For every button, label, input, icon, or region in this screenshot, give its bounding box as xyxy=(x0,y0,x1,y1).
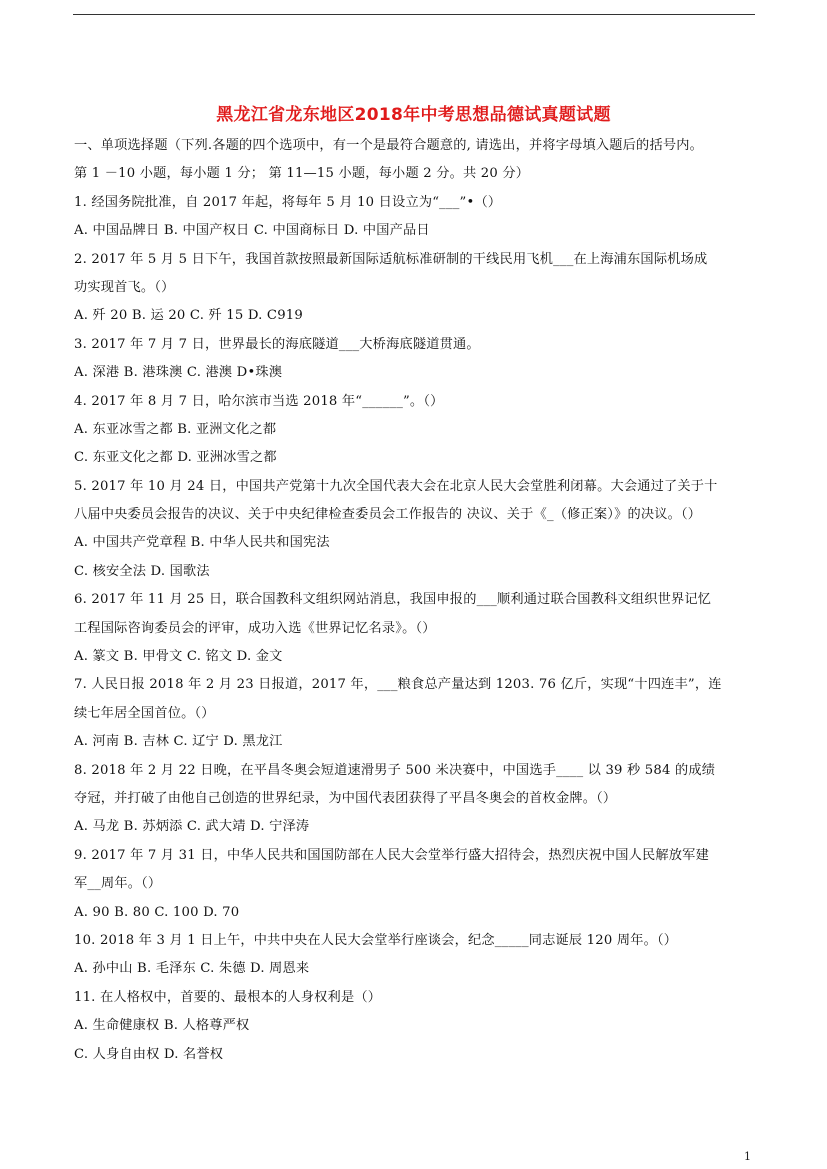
section-instructions-line-2: 第 1 －10 小题，每小题 1 分； 第 11—15 小题，每小题 2 分。共 20 分） xyxy=(74,166,530,182)
question-8-stem-line-1: 8. 2018 年 2 月 22 日晚，在平昌冬奥会短道速滑男子 500 米决赛中，中国选手____ 以 39 秒 584 的成绩 xyxy=(74,762,716,778)
question-11-options-line-2: C. 人身自由权 D. 名誉权 xyxy=(74,1046,224,1062)
question-5-options-line-2: C. 核安全法 D. 国歌法 xyxy=(74,563,210,579)
question-2-stem-line-1: 2. 2017 年 5 月 5 日下午，我国首款按照最新国际适航标准研制的干线民用飞机___在上海浦东国际机场成 xyxy=(74,251,708,267)
question-7-stem-line-1: 7. 人民日报 2018 年 2 月 23 日报道，2017 年，___粮食总产量达到 1203. 76 亿斤，实现“十四连丰”，连 xyxy=(74,677,722,693)
header-rule xyxy=(73,14,755,15)
question-3-options: A. 深港 B. 港珠澳 C. 港澳 D•珠澳 xyxy=(74,365,283,381)
question-5-stem-line-1: 5. 2017 年 10 月 24 日，中国共产党第十九次全国代表大会在北京人民大会堂胜利闭幕。大会通过了关于十 xyxy=(74,478,718,494)
question-2-options: A. 歼 20 B. 运 20 C. 歼 15 D. C919 xyxy=(74,308,303,324)
question-11-options-line-1: A. 生命健康权 B. 人格尊严权 xyxy=(74,1018,250,1034)
question-4-stem: 4. 2017 年 8 月 7 日，哈尔滨市当选 2018 年“______”。（） xyxy=(74,393,444,409)
question-7-stem-line-2: 续七年居全国首位。（） xyxy=(74,705,215,721)
question-2-stem-line-2: 功实现首飞。（） xyxy=(74,279,175,295)
question-8-stem-line-2: 夺冠，并打破了由他自己创造的世界纪录，为中国代表团获得了平昌冬奥会的首枚金牌。（） xyxy=(74,790,617,806)
question-9-options: A. 90 B. 80 C. 100 D. 70 xyxy=(74,904,240,920)
section-instructions-line-1: 一、单项选择题（下列.各题的四个选项中，有一个是最符合题意的, 请选出，并将字母填入题后的括号内。 xyxy=(74,138,703,153)
question-9-stem-line-2: 军__周年。（） xyxy=(74,876,162,892)
question-4-options-line-2: C. 东亚文化之都 D. 亚洲冰雪之都 xyxy=(74,450,277,466)
question-5-stem-line-2: 八届中央委员会报告的决议、关于中央纪律检查委员会工作报告的 决议、关于《_（修正案）》的决议。（） xyxy=(74,507,702,523)
question-6-options: A. 篆文 B. 甲骨文 C. 铭文 D. 金文 xyxy=(74,649,283,665)
question-4-options-line-1: A. 东亚冰雪之都 B. 亚洲文化之都 xyxy=(74,421,277,437)
question-6-stem-line-1: 6. 2017 年 11 月 25 日，联合国教科文组织网站消息，我国申报的___顺利通过联合国教科文组织世界记忆 xyxy=(74,592,712,608)
question-10-stem: 10. 2018 年 3 月 1 日上午，中共中央在人民大会堂举行座谈会，纪念_____同志诞辰 120 周年。（） xyxy=(74,932,678,948)
document-title: 黑龙江省龙东地区2018年中考思想品德试真题试题 xyxy=(216,105,611,125)
question-1-options: A. 中国品牌日 B. 中国产权日 C. 中国商标日 D. 中国产品日 xyxy=(74,223,430,239)
question-8-options: A. 马龙 B. 苏炳添 C. 武大靖 D. 宁泽涛 xyxy=(74,819,310,835)
question-5-options-line-1: A. 中国共产党章程 B. 中华人民共和国宪法 xyxy=(74,535,330,551)
question-11-stem: 11. 在人格权中，首要的、最根本的人身权利是（） xyxy=(74,989,382,1005)
question-1-stem: 1. 经国务院批准，自 2017 年起，将每年 5 月 10 日设立为“___”•（） xyxy=(74,194,502,210)
question-9-stem-line-1: 9. 2017 年 7 月 31 日，中华人民共和国国防部在人民大会堂举行盛大招待会，热烈庆祝中国人民解放军建 xyxy=(74,847,709,863)
question-3-stem: 3. 2017 年 7 月 7 日，世界最长的海底隧道___大桥海底隧道贯通。 xyxy=(74,336,480,352)
question-7-options: A. 河南 B. 吉林 C. 辽宁 D. 黑龙江 xyxy=(74,734,283,750)
page-number: 1 xyxy=(744,1150,751,1163)
question-6-stem-line-2: 工程国际咨询委员会的评审，成功入选《世界记忆名录》。（） xyxy=(74,620,436,636)
question-10-options: A. 孙中山 B. 毛泽东 C. 朱德 D. 周恩来 xyxy=(74,961,310,977)
document-body xyxy=(74,137,758,1074)
